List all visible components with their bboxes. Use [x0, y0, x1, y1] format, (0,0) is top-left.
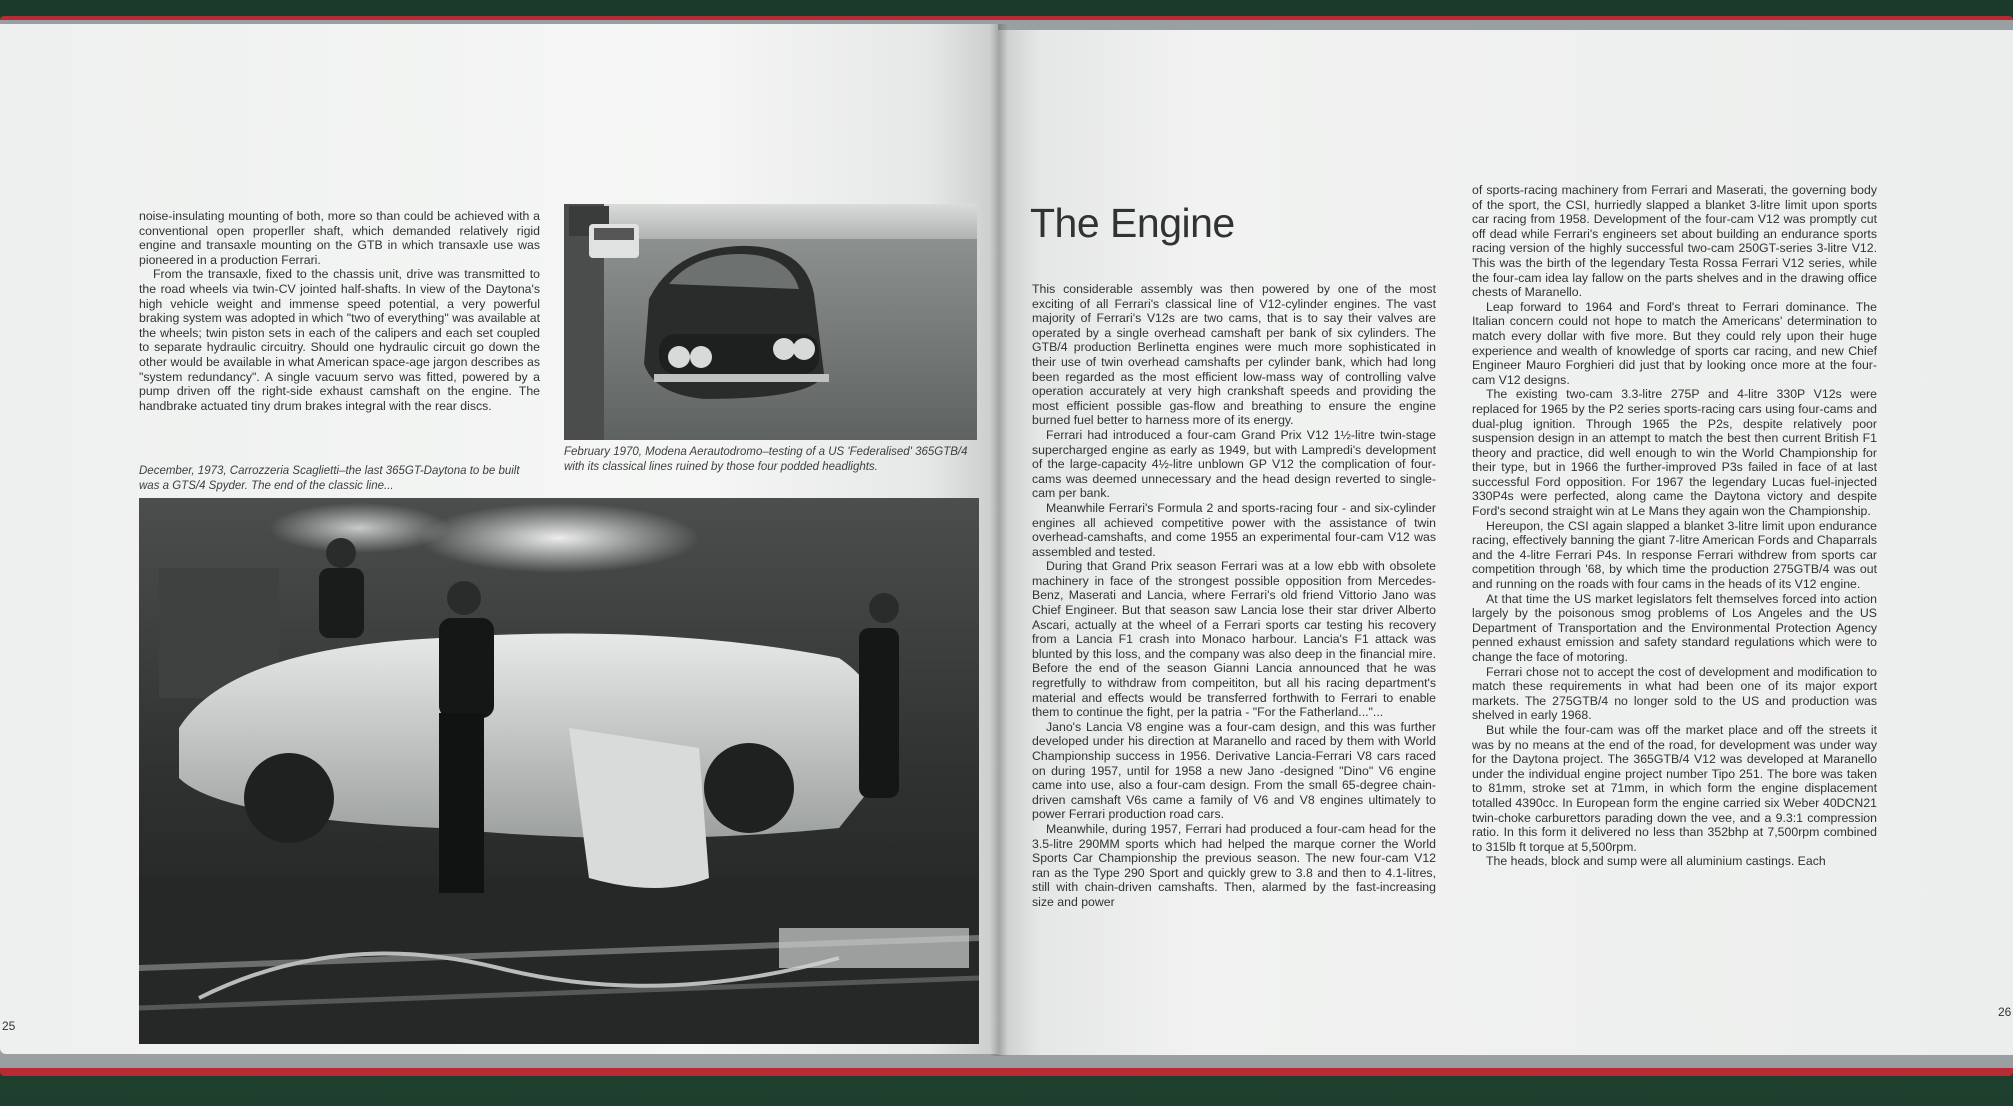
- right-page: [998, 30, 2013, 1055]
- photo-scaglietti-workshop: [139, 498, 979, 1044]
- right-column-2: [1472, 183, 1877, 869]
- paragraph: This considerable assembly was then powered by one of the most exciting of all Ferrari's classical line of V12-cylinder engines. The vast majority of Ferrari's V12s are two cams, that is to say their valves are operated by a single overhead camshaft per bank of six cylinders. The GTB/4 production Berlinetta engines were much more sophisticated in their use of twin overhead camshafts per cylinder bank, which had long been regarded as the most efficient low-mass way of controlling valve operation accurately at very high crankshaft speeds and providing the most efficient possible gas-flow and breathing to ensure the engine burned fuel better to harness more of its energy.: [1032, 282, 1436, 428]
- left-page: [0, 24, 998, 1054]
- photo-modena-testing: [564, 204, 977, 440]
- book-gutter: [990, 24, 1008, 1056]
- paragraph: But while the four-cam was off the market place and off the streets it was by no means at the end of the road, for development was under way for the Daytona project. The 365GTB/4 V12 was developed at Maranello under the individual engine project number Tipo 251. The bore was taken to 81mm, stroke set at 71mm, in which form the engine displacement totalled 4390cc. In European form the engine carried six Weber 40DCN21 twin-choke carburettors parading down the vee, and a 9.3:1 compression ratio. In this form it delivered no less than 352bhp at 7,500rpm combined to 315lb ft torque at 5,500rpm.: [1472, 722, 1877, 854]
- paragraph: From the transaxle, fixed to the chassis unit, drive was transmitted to the road wheels via twin-CV jointed half-shafts. In view of the Daytona's high vehicle weight and immense speed potential, a very powerful braking system was adopted in which "two of everything" was available at the wheels; twin piston sets in each of the calipers and each set coupled to separate hydraulic circuitry. Should one hydraulic circuit go down the other would be available in what American space-age jargon describes as "system redundancy". A single vacuum servo was fitted, powered by a pump driven off the right-side exhaust camshaft on the engine. The handbrake actuated tiny drum brakes integral with the rear discs.: [139, 267, 540, 413]
- paragraph: The existing two-cam 3.3-litre 275P and 4-litre 330P V12s were replaced for 1965 by the P2 series sports-racing cars using four-cams and dual-plug ignition. Through 1965 the P2s, despite relatively poor suspension design in an attempt to match the best then current British F1 theory and practice, did well enough to win the World Championship for their type, but in 1966 the further-improved P3s failed in face of at last successful Ford opposition. For 1967 the legendary Lucas fuel-injected 330P4s were perfected, along came the Daytona victory and despite Ford's second straight win at Le Mans they again won the Championship.: [1472, 387, 1877, 519]
- page-number-left: 25: [2, 1019, 16, 1033]
- right-column-1: [1032, 282, 1436, 910]
- paragraph: Meanwhile Ferrari's Formula 2 and sports-racing four - and six-cylinder engines all achieved competitive power with the assistance of twin overhead-camshafts, and come 1955 an experimental four-cam V12 was assembled and tested.: [1032, 500, 1436, 559]
- paragraph: At that time the US market legislators felt themselves forced into action largely by the poisonous smog problems of Los Angeles and the US Department of Transportation and the Environmental Protection Agency penned exhaust emission and safety standard regulations which were to change the face of motoring.: [1472, 591, 1877, 664]
- caption-spyder: December, 1973, Carrozzeria Scaglietti–the last 365GT-Daytona to be built was a GTS/4 Spyder. The end of the classic line...: [139, 465, 520, 492]
- paragraph: of sports-racing machinery from Ferrari and Maserati, the governing body of the sport, the CSI, hurriedly slapped a blanket 3-litre limit upon sports car racing from 1958. Development of the four-cam V12 was promptly cut off dead while Ferrari's engineers set about building an endurance sports racing version of the highly successful two-cam 250GT-series 3-litre V12. This was the birth of the legendary Testa Rossa Ferrari V12 series, while the four-cam idea lay fallow on the parts shelves and in the drawing office chests of Maranello.: [1472, 183, 1877, 300]
- paragraph: Jano's Lancia V8 engine was a four-cam design, and this was further developed under his direction at Maranello and raced by them with World Championship success in 1956. Derivative Lancia-Ferrari V8 cars raced on during 1957, until for 1958 a new Jano -designed "Dino" V6 engine came into use, also a four-cam design. From the small 65-degree chain-driven camshaft V6s came a family of V6 and V8 engines ultimately to power Ferrari production road cars.: [1032, 719, 1436, 822]
- paragraph: Ferrari chose not to accept the cost of development and modification to match these requirements in what had been one of its major export markets. The 275GTB/4 no longer sold to the US and production was shelved in early 1968.: [1472, 664, 1877, 723]
- page-number-right: 26: [1998, 1005, 2012, 1019]
- chapter-heading: The Engine: [1030, 200, 1235, 246]
- left-column-text: [139, 209, 540, 413]
- paragraph: The heads, block and sump were all aluminium castings. Each: [1486, 854, 1826, 869]
- caption-modena: February 1970, Modena Aerautodromo–testing of a US 'Federalised' 365GTB/4 with its classical lines ruined by those four podded headlights.: [564, 446, 968, 473]
- paragraph: Ferrari had introduced a four-cam Grand Prix V12 1½-litre twin-stage supercharged engine as early as 1949, but with Lampredi's development of the large-capacity 4½-litre unblown GP V12 the complication of four-cams was deemed unnecessary and the head design reverted to single-cam per bank.: [1032, 427, 1436, 501]
- paragraph: Leap forward to 1964 and Ford's threat to Ferrari dominance. The Italian concern could not hope to match the Americans' determination to match every dollar with five more. But they could rely upon their huge experience and wealth of knowledge of sports car racing, and new Chief Engineer Mauro Forghieri did just that by looking once more at the four-cam V12 designs.: [1472, 299, 1877, 387]
- paragraph: During that Grand Prix season Ferrari was at a low ebb with obsolete machinery in face of the strongest possible opposition from Mercedes-Benz, Maserati and Lancia, where Ferrari's old friend Vittorio Jano was Chief Engineer. But that season saw Lancia lose their star driver Alberto Ascari, actually at the wheel of a Ferrari sports car testing his recovery from a Lancia F1 crash into Monaco harbour. Lancia's F1 attack was blunted by this loss, and the company was also deep in the financial mire. Before the end of the season Gianni Lancia announced that he was regretfully to withdraw from compeititon, but all his racing department's material and effects would be transferred forthwith to Ferrari to enable them to continue the fight, per la patria - "For the Fatherland..."...: [1032, 559, 1436, 720]
- paragraph: Hereupon, the CSI again slapped a blanket 3-litre limit upon endurance racing, effectively banning the giant 7-litre American Fords and Chaparrals and the 4-litre Ferrari P4s. In response Ferrari withdrew from sports car competition through '68, by which time the production 275GTB/4 was out and running on the roads with four cams in the heads of its V12 engine.: [1472, 518, 1877, 592]
- paragraph: Meanwhile, during 1957, Ferrari had produced a four-cam head for the 3.5-litre 290MM sports which had helped the marque corner the World Sports Car Championship the previous season. The new four-cam V12 ran as the Type 290 Sport and quickly grew to 3.8 and then to 4.1-litres, still with chain-driven camshafts. Then, alarmed by the fast-increasing size and power: [1032, 821, 1436, 909]
- paragraph: noise-insulating mounting of both, more so than could be achieved with a conventional open properller shaft, which demanded relatively rigid engine and transaxle mounting on the GTB in which transaxle use was pioneered in a production Ferrari.: [139, 209, 540, 267]
